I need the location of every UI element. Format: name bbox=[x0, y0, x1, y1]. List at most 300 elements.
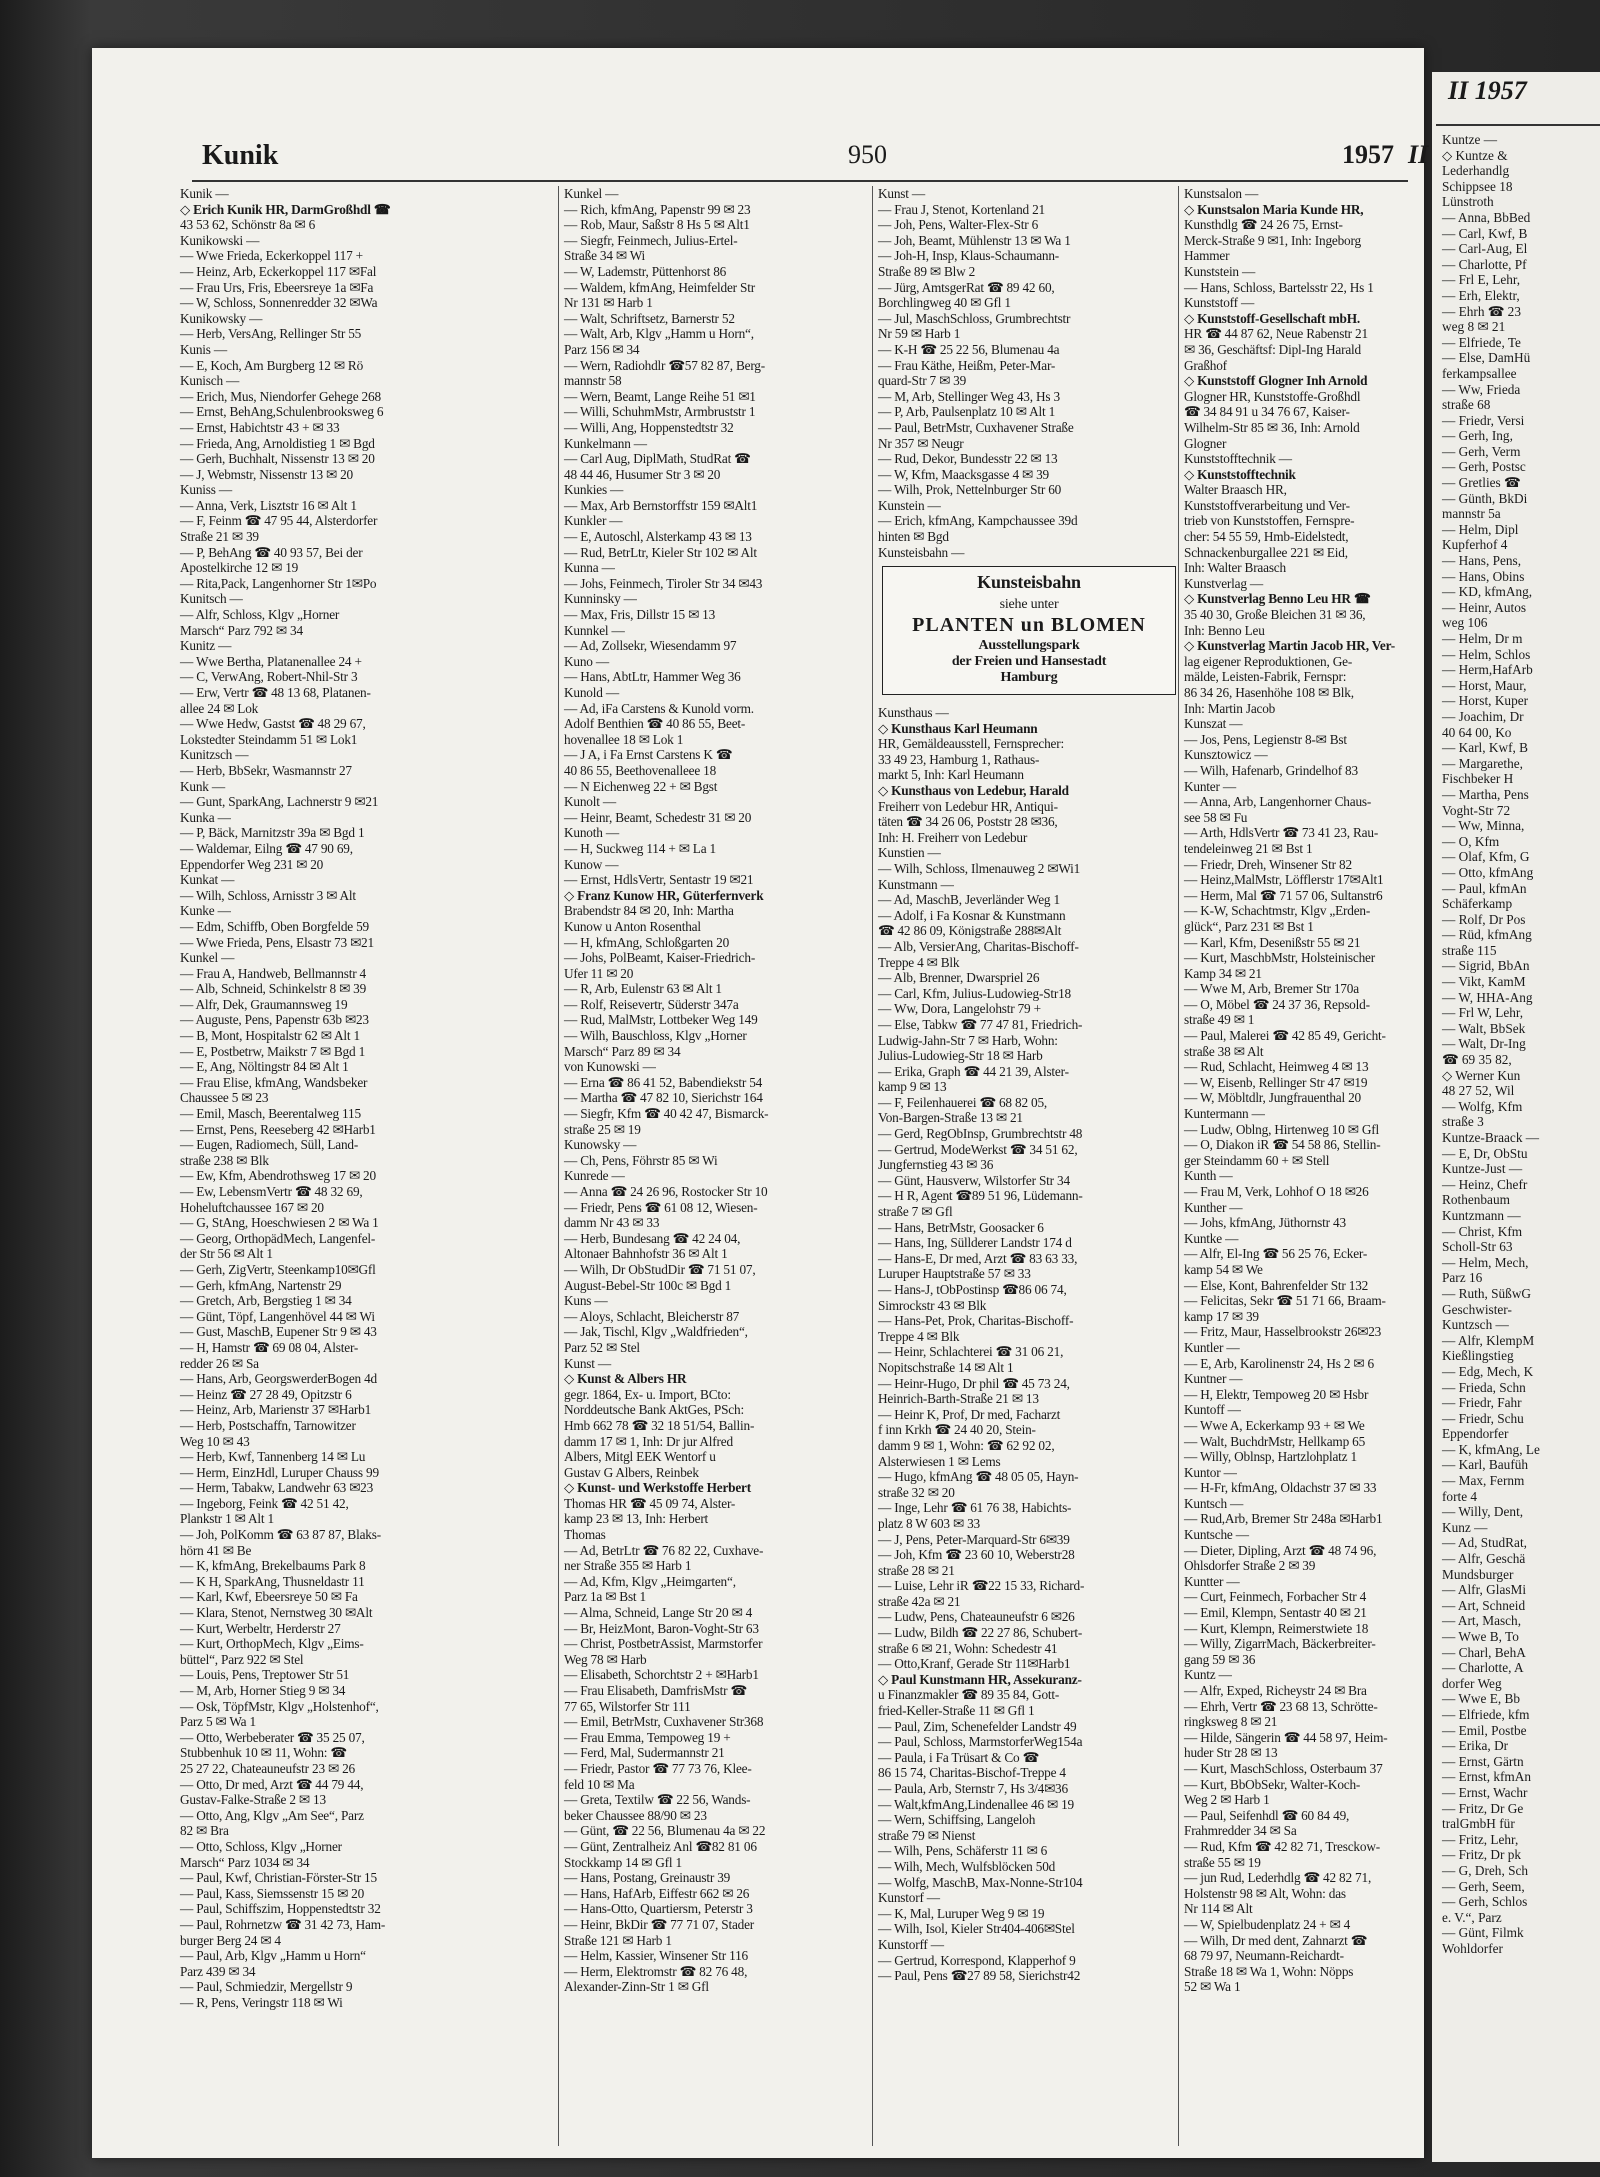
directory-entry-line: — Wwe M, Arb, Bremer Str 170a bbox=[1184, 981, 1359, 997]
directory-entry-line: — Erw, Vertr ☎ 48 13 68, Platanen- bbox=[180, 685, 371, 700]
directory-entry-line: — Ernst, kfmAn bbox=[1442, 1769, 1532, 1785]
directory-entry-line: ◇ Werner Kun bbox=[1442, 1067, 1521, 1083]
directory-entry-line: ner Straße 355 ✉ Harb 1 bbox=[564, 1558, 692, 1574]
directory-entry-line: — Rud, Dekor, Bundesstr 22 ✉ 13 bbox=[878, 451, 1058, 467]
directory-entry-line: — H, Suckweg 114 + ✉ La 1 bbox=[564, 840, 717, 856]
directory-entry-line: — Jul, MaschSchloss, Grumbrechtstr bbox=[878, 310, 1071, 326]
directory-entry-line: ◇ Kunststofftechnik bbox=[1184, 466, 1296, 482]
directory-entry-line: Kunstmann — bbox=[878, 876, 954, 892]
directory-entry-line: — Heinr, Beamt, Schedestr 31 ✉ 20 bbox=[564, 809, 752, 825]
directory-entry-line: Parz 156 ✉ 34 bbox=[564, 341, 640, 357]
directory-entry-line: — Ernst, Wachr bbox=[1442, 1784, 1528, 1800]
directory-entry-line: — Friedr, Pens ☎ 61 08 12, Wiesen- bbox=[564, 1199, 758, 1215]
directory-entry-line: — Ernst, BehAng,Schulenbrooksweg 6 bbox=[180, 404, 384, 420]
directory-entry-line: — Fritz, Dr pk bbox=[1442, 1847, 1522, 1863]
directory-entry-line: — Anna, Arb, Langenhorner Chaus- bbox=[1184, 794, 1372, 810]
directory-page bbox=[92, 48, 1429, 2158]
directory-entry-line: — Paul, Zim, Schenefelder Landstr 49 bbox=[878, 1718, 1077, 1734]
directory-entry-line: — Kurt, BbObSekr, Walter-Koch- bbox=[1184, 1776, 1361, 1792]
directory-entry-line: — Helm, Dipl bbox=[1442, 521, 1519, 537]
directory-entry-line: straße 38 ✉ Alt bbox=[1184, 1043, 1264, 1059]
directory-entry-line: Parz 16 bbox=[1442, 1270, 1483, 1286]
directory-entry-line: — Christ, Kfm bbox=[1442, 1223, 1523, 1239]
directory-entry-line: straße 3 bbox=[1442, 1114, 1484, 1130]
directory-entry-line: — Gerh, ZigVertr, Steenkamp10✉Gfl bbox=[180, 1261, 376, 1277]
directory-entry-line: straße 32 ✉ 20 bbox=[878, 1484, 955, 1500]
directory-entry-line: — Wilh, Bauschloss, Klgv „Horner bbox=[564, 1028, 747, 1044]
directory-entry-line: — Walt, Dr-Ing bbox=[1442, 1036, 1526, 1052]
directory-entry-line: — Wilh, Prok, Nettelnburger Str 60 bbox=[878, 482, 1062, 498]
directory-entry-line: Schäferkamp bbox=[1442, 896, 1513, 912]
directory-entry-line: — M, Arb, Horner Stieg 9 ✉ 34 bbox=[180, 1683, 346, 1698]
directory-entry-line: Holstenstr 98 ✉ Alt, Wohn: das bbox=[1184, 1885, 1346, 1901]
directory-entry-line: — O, Diakon iR ☎ 54 58 86, Stellin- bbox=[1184, 1137, 1381, 1153]
directory-entry-line: — Heinz, Arb, Eckerkoppel 117 ✉Fal bbox=[180, 263, 377, 279]
directory-entry-line: — Gust, MaschB, Eupener Str 9 ✉ 43 bbox=[180, 1324, 377, 1340]
directory-entry-line: — Hans-E, Dr med, Arzt ☎ 83 63 33, bbox=[878, 1250, 1078, 1266]
directory-entry-line: Glogner bbox=[1184, 435, 1227, 451]
directory-entry-line: — Ew, Kfm, Abendrothsweg 17 ✉ 20 bbox=[180, 1168, 376, 1184]
directory-entry-line: Lokstedter Steindamm 51 ✉ Lok1 bbox=[180, 731, 358, 747]
directory-entry-line: — Ad, BetrLtr ☎ 76 82 22, Cuxhave- bbox=[564, 1542, 764, 1558]
directory-entry-line: — Willi, Ang, Hoppenstedtstr 32 bbox=[564, 419, 734, 435]
directory-entry-line: 40 64 00, Ko bbox=[1442, 724, 1512, 740]
directory-entry-line: Parz 439 ✉ 34 bbox=[180, 1963, 256, 1979]
directory-entry-line: Kunrede — bbox=[564, 1168, 625, 1184]
directory-entry-line: — Paul, BetrMstr, Cuxhavener Straße bbox=[878, 419, 1074, 435]
directory-entry-line: — Hilde, Sängerin ☎ 44 58 97, Heim- bbox=[1184, 1729, 1388, 1745]
directory-entry-line: — Frau Elise, kfmAng, Wandsbeker bbox=[180, 1074, 368, 1090]
directory-entry-line: ◇ Kunst & Albers HR bbox=[564, 1371, 687, 1387]
directory-entry-line: — Else, Kont, Bahrenfelder Str 132 bbox=[1184, 1277, 1369, 1293]
directory-entry-line: Kuntzmann — bbox=[1442, 1207, 1521, 1223]
directory-entry-line: Stubbenhuk 10 ✉ 11, Wohn: ☎ bbox=[180, 1745, 347, 1761]
directory-entry-line: — Inge, Lehr ☎ 61 76 38, Habichts- bbox=[878, 1500, 1072, 1516]
directory-entry-line: ◇ Kuntze & bbox=[1442, 147, 1508, 163]
directory-entry-line: straße 6 ✉ 21, Wohn: Schedestr 41 bbox=[878, 1640, 1058, 1656]
directory-entry-line: — Gertrud, Korrespond, Klapperhof 9 bbox=[878, 1952, 1076, 1968]
directory-entry-line: Thomas HR ☎ 45 09 74, Alster- bbox=[564, 1495, 736, 1511]
directory-entry-line: Kunik — bbox=[180, 186, 229, 201]
directory-entry-line: Frahmredder 34 ✉ Sa bbox=[1184, 1823, 1297, 1839]
directory-entry-line: ◇ Kunstverlag Benno Leu HR ☎ bbox=[1184, 591, 1371, 607]
directory-entry-line: Julius-Ludowieg-Str 18 ✉ Harb bbox=[878, 1048, 1043, 1064]
directory-entry-line: Treppe 4 ✉ Blk bbox=[878, 1328, 960, 1344]
directory-entry-line: — Ferd, Mal, Sudermannstr 21 bbox=[564, 1745, 725, 1761]
directory-entry-line: Kunstverlag — bbox=[1184, 575, 1264, 591]
directory-entry-line: — Friedr, Dreh, Winsener Str 82 bbox=[1184, 856, 1352, 872]
directory-entry-line: 68 79 97, Neumann-Reichardt- bbox=[1184, 1948, 1344, 1964]
directory-entry-line: — Frau M, Verk, Lohhof O 18 ✉26 bbox=[1184, 1184, 1369, 1199]
directory-entry-line: — Erich, kfmAng, Kampchaussee 39d bbox=[878, 513, 1078, 529]
directory-entry-line: ◇ Kunststoff Glogner Inh Arnold bbox=[1184, 373, 1368, 389]
directory-entry-line: kamp 23 ✉ 13, Inh: Herbert bbox=[564, 1511, 709, 1527]
directory-entry-line: — Frau Käthe, Heißm, Peter-Mar- bbox=[878, 357, 1056, 373]
directory-entry-line: Kunkler — bbox=[564, 513, 623, 529]
directory-entry-line: — Greta, Textilw ☎ 22 56, Wands- bbox=[564, 1792, 751, 1808]
directory-entry-line: — Günt, ☎ 22 56, Blumenau 4a ✉ 22 bbox=[564, 1823, 766, 1839]
directory-entry-line: Von-Bargen-Straße 13 ✉ 21 bbox=[878, 1110, 1023, 1126]
directory-entry-line: — Frau J, Stenot, Kortenland 21 bbox=[878, 201, 1046, 217]
directory-entry-line: — P, BehAng ☎ 40 93 57, Bei der bbox=[180, 544, 363, 560]
directory-entry-line: — H R, Agent ☎89 51 96, Lüdemann- bbox=[878, 1188, 1083, 1204]
directory-entry-line: — Otto, Werbeberater ☎ 35 25 07, bbox=[180, 1729, 365, 1745]
directory-entry-line: — Frieda, Ang, Arnoldistieg 1 ✉ Bgd bbox=[180, 435, 375, 451]
directory-entry-line: ringksweg 8 ✉ 21 bbox=[1184, 1714, 1278, 1730]
directory-entry-line: Kunitz — bbox=[180, 638, 232, 654]
directory-entry-line: Scholl-Str 63 bbox=[1442, 1239, 1513, 1255]
directory-entry-line: Kunk — bbox=[180, 778, 225, 794]
directory-entry-line: — O, Kfm bbox=[1442, 833, 1500, 849]
directory-entry-line: — E, Postbetrw, Maikstr 7 ✉ Bgd 1 bbox=[180, 1043, 366, 1059]
directory-entry-line: — Heinr, Autos bbox=[1442, 599, 1527, 615]
directory-entry-line: — W, Möbltdlr, Jungfrauenthal 20 bbox=[1184, 1090, 1361, 1106]
directory-entry-line: Kuntermann — bbox=[1184, 1106, 1265, 1122]
directory-entry-line: — W, HHA-Ang bbox=[1442, 989, 1533, 1005]
directory-entry-line: — Waldemar, Eilng ☎ 47 90 69, bbox=[180, 840, 353, 856]
directory-entry-line: — Alfr, GlasMi bbox=[1442, 1582, 1527, 1598]
directory-entry-line: — J A, i Fa Ernst Carstens K ☎ bbox=[564, 747, 733, 763]
directory-entry-line: — R, Arb, Eulenstr 63 ✉ Alt 1 bbox=[564, 981, 722, 997]
directory-entry-line: — Wilh, Schloss, Arnisstr 3 ✉ Alt bbox=[180, 887, 356, 903]
directory-entry-line: Ohlsdorfer Straße 2 ✉ 39 bbox=[1184, 1558, 1316, 1574]
directory-entry-line: — Friedr, Versi bbox=[1442, 412, 1525, 428]
directory-entry-line: — Karl, Kfm, Desenißstr 55 ✉ 21 bbox=[1184, 934, 1361, 950]
directory-entry-line: — Otto, kfmAng bbox=[1442, 864, 1534, 880]
directory-entry-line: 82 ✉ Bra bbox=[180, 1823, 229, 1839]
directory-entry-line: — Hans-J, tObPostinsp ☎86 06 74, bbox=[878, 1282, 1067, 1297]
directory-entry-line: — W, Spielbudenplatz 24 + ✉ 4 bbox=[1184, 1916, 1351, 1932]
directory-entry-line: — Auguste, Pens, Papenstr 63b ✉23 bbox=[180, 1012, 369, 1028]
directory-entry-line: — F, Feilenhauerei ☎ 68 82 05, bbox=[878, 1094, 1048, 1110]
directory-entry-line: Straße 34 ✉ Wi bbox=[564, 248, 646, 264]
directory-entry-line: — Adolf, i Fa Kosnar & Kunstmann bbox=[878, 907, 1066, 923]
ad-title: Kunsteisbahn bbox=[977, 572, 1081, 593]
directory-entry-line: — Jak, Tischl, Klgv „Waldfrieden“, bbox=[564, 1324, 748, 1340]
column-divider bbox=[872, 186, 873, 2146]
directory-entry-line: straße 115 bbox=[1442, 942, 1497, 958]
directory-entry-line: Inh: Benno Leu bbox=[1184, 622, 1265, 638]
directory-entry-line: Simrockstr 43 ✉ Blk bbox=[878, 1297, 987, 1313]
directory-entry-line: — Wwe Hedw, Gastst ☎ 48 29 67, bbox=[180, 716, 366, 732]
directory-entry-line: — jun Rud, Lederhdlg ☎ 42 82 71, bbox=[1184, 1870, 1372, 1886]
directory-entry-line: lag eigener Reproduktionen, Ge- bbox=[1184, 653, 1353, 669]
directory-entry-line: Altonaer Bahnhofstr 36 ✉ Alt 1 bbox=[564, 1246, 728, 1262]
directory-entry-line: — Rolf, Dr Pos bbox=[1442, 911, 1526, 927]
directory-entry-line: Glogner HR, Kunststoffe-Großhdl bbox=[1184, 388, 1361, 404]
directory-entry-line: — Otto, Schloss, Klgv „Horner bbox=[180, 1838, 342, 1854]
directory-entry-line: Kuntter — bbox=[1184, 1573, 1240, 1589]
directory-entry-line: Kunszat — bbox=[1184, 716, 1243, 732]
directory-entry-line: Nr 131 ✉ Harb 1 bbox=[564, 295, 653, 311]
directory-entry-line: — Ww, Minna, bbox=[1442, 818, 1525, 834]
directory-entry-line: trieb von Kunststoffen, Fernspre- bbox=[1184, 513, 1355, 529]
directory-entry-line: — Georg, OrthopädMech, Langenfel- bbox=[180, 1230, 376, 1246]
directory-entry-line: — Ingeborg, Feink ☎ 42 51 42, bbox=[180, 1495, 349, 1511]
directory-entry-line: — Max, Fernm bbox=[1442, 1473, 1525, 1489]
directory-entry-line: Lünstroth bbox=[1442, 194, 1494, 210]
ad-line: siehe unter bbox=[999, 596, 1059, 612]
directory-entry-line: Weg 2 ✉ Harb 1 bbox=[1184, 1792, 1270, 1808]
directory-entry-line: — Carl Aug, DiplMath, StudRat ☎ bbox=[564, 451, 751, 467]
directory-entry-line: — Waldem, kfmAng, Heimfelder Str bbox=[564, 279, 755, 295]
directory-entry-line: Adolf Benthien ☎ 40 86 55, Beet- bbox=[564, 716, 746, 732]
directory-entry-line: kamp 9 ✉ 13 bbox=[878, 1079, 947, 1095]
directory-entry-line: see 58 ✉ Fu bbox=[1184, 809, 1248, 825]
directory-entry-line: straße 28 ✉ 21 bbox=[878, 1562, 955, 1578]
directory-entry-line: straße 25 ✉ 19 bbox=[564, 1121, 641, 1137]
directory-entry-line: — Hans-Otto, Quartiersm, Peterstr 3 bbox=[564, 1901, 753, 1917]
directory-entry-line: — Rüd, kfmAng bbox=[1442, 927, 1532, 943]
directory-entry-line: — Walt,kfmAng,Lindenallee 46 ✉ 19 bbox=[878, 1796, 1074, 1812]
directory-entry-line: — Karl, Kwf, Ebeersreye 50 ✉ Fa bbox=[180, 1589, 358, 1605]
directory-entry-line: — Anna ☎ 24 26 96, Rostocker Str 10 bbox=[564, 1184, 768, 1199]
directory-entry-line: Geschwister- bbox=[1442, 1301, 1512, 1317]
directory-entry-line: — R, Pens, Veringstr 118 ✉ Wi bbox=[180, 1994, 343, 2010]
directory-entry-line: Marsch“ Parz 1034 ✉ 34 bbox=[180, 1854, 310, 1870]
directory-entry-line: — Heinz, Arb, Marienstr 37 ✉Harb1 bbox=[180, 1402, 372, 1418]
directory-entry-line: — Otto, Ang, Klgv „Am See“, Parz bbox=[180, 1807, 364, 1823]
directory-entry-line: — Willi, SchuhmMstr, Armbruststr 1 bbox=[564, 404, 756, 420]
directory-entry-line: — Hugo, kfmAng ☎ 48 05 05, Hayn- bbox=[878, 1469, 1079, 1485]
directory-entry-line: — Gretlies ☎ bbox=[1442, 475, 1521, 491]
directory-entry-line: Wohldorfer bbox=[1442, 1940, 1503, 1956]
ad-line: Hamburg bbox=[1000, 670, 1058, 686]
directory-entry-line: Thomas bbox=[564, 1527, 606, 1543]
directory-entry-line: Kuntoff — bbox=[1184, 1402, 1241, 1418]
directory-entry-line: — K H, SparkAng, Thusneldastr 11 bbox=[180, 1573, 365, 1589]
directory-entry-line: mälde, Leisten-Fabrik, Fernspr: bbox=[1184, 669, 1347, 685]
directory-entry-line: — Luise, Lehr iR ☎22 15 33, Richard- bbox=[878, 1578, 1085, 1594]
directory-entry-line: — Günt, Zentralheiz Anl ☎82 81 06 bbox=[564, 1838, 757, 1854]
directory-entry-line: ◇ Kunst- und Werkstoffe Herbert bbox=[564, 1480, 751, 1496]
directory-entry-line: Kunkat — bbox=[180, 872, 235, 888]
directory-entry-line: — Hans, Schloss, Bartelsstr 22, Hs 1 bbox=[1184, 279, 1374, 295]
directory-entry-line: Kunisch — bbox=[180, 373, 240, 389]
directory-entry-line: Kunstein — bbox=[878, 497, 941, 513]
directory-entry-line: — W, Lademstr, Püttenhorst 86 bbox=[564, 263, 727, 279]
directory-entry-line: hovenallee 18 ✉ Lok 1 bbox=[564, 731, 684, 747]
running-head-year bbox=[1342, 140, 1428, 180]
directory-entry-line: Fischbeker H bbox=[1442, 771, 1514, 787]
directory-entry-line: — Heinr K, Prof, Dr med, Facharzt bbox=[878, 1406, 1061, 1422]
directory-entry-line: — Günt, Töpf, Langenhövel 44 ✉ Wi bbox=[180, 1308, 375, 1324]
directory-entry-line: — H-Fr, kfmAng, Oldachstr 37 ✉ 33 bbox=[1184, 1480, 1377, 1496]
directory-entry-line: — J, Webmstr, Nissenstr 13 ✉ 20 bbox=[180, 466, 353, 482]
directory-entry-line: ✉ 36, Geschäftsf: Dipl-Ing Harald bbox=[1184, 341, 1361, 357]
directory-entry-line: weg 8 ✉ 21 bbox=[1442, 319, 1506, 335]
directory-entry-line: Kuntner — bbox=[1184, 1371, 1243, 1387]
directory-entry-line: — Alfr, El-Ing ☎ 56 25 76, Ecker- bbox=[1184, 1246, 1368, 1262]
directory-entry-line: — Elisabeth, Schorchtstr 2 + ✉Harb1 bbox=[564, 1667, 759, 1683]
directory-entry-line: — Elfriede, kfm bbox=[1442, 1706, 1530, 1722]
directory-entry-line: — Günt, Hausverw, Wilstorfer Str 34 bbox=[878, 1172, 1070, 1188]
directory-entry-line: Kunnkel — bbox=[564, 622, 625, 638]
directory-entry-line: — Wolfg, Kfm bbox=[1442, 1098, 1523, 1114]
directory-entry-line: Wilhelm-Str 85 ✉ 36, Inh: Arnold bbox=[1184, 419, 1360, 435]
directory-entry-line: — Br, HeizMont, Baron-Voght-Str 63 bbox=[564, 1620, 759, 1636]
directory-entry-line: Kunther — bbox=[1184, 1199, 1243, 1215]
directory-entry-line: Merck-Straße 9 ✉1, Inh: Ingeborg bbox=[1184, 232, 1361, 248]
directory-entry-line: — Ch, Pens, Föhrstr 85 ✉ Wi bbox=[564, 1152, 718, 1168]
directory-entry-line: Kunsthdlg ☎ 24 26 75, Ernst- bbox=[1184, 217, 1343, 233]
directory-entry-line: — Arth, HdlsVertr ☎ 73 41 23, Rau- bbox=[1184, 825, 1379, 841]
directory-entry-line: — Ludw, Oblng, Hirtenweg 10 ✉ Gfl bbox=[1184, 1121, 1379, 1137]
directory-entry-line: — Johs, PolBeamt, Kaiser-Friedrich- bbox=[564, 950, 756, 966]
directory-entry-line: — Paul, Kass, Siemssenstr 15 ✉ 20 bbox=[180, 1885, 365, 1901]
directory-entry-line: Albers, Mitgl EEK Wentorf u bbox=[564, 1449, 716, 1465]
directory-entry-line: allee 24 ✉ Lok bbox=[180, 700, 259, 716]
directory-entry-line: — Klara, Stenot, Nernstweg 30 ✉Alt bbox=[180, 1605, 373, 1621]
directory-entry-line: Luruper Hauptstraße 57 ✉ 33 bbox=[878, 1266, 1031, 1282]
directory-entry-line: Parz 1a ✉ Bst 1 bbox=[564, 1589, 647, 1605]
directory-entry-line: — Joh, Pens, Walter-Flex-Str 6 bbox=[878, 217, 1039, 233]
directory-entry-line: Nr 59 ✉ Harb 1 bbox=[878, 326, 961, 342]
directory-entry-line: Nr 114 ✉ Alt bbox=[1184, 1901, 1253, 1917]
directory-entry-line: — K-H ☎ 25 22 56, Blumenau 4a bbox=[878, 341, 1060, 357]
directory-entry-line: — Herm, Elektromstr ☎ 82 76 48, bbox=[564, 1963, 748, 1979]
directory-entry-line: — Rud, BetrLtr, Kieler Str 102 ✉ Alt bbox=[564, 544, 757, 560]
header-rule bbox=[192, 180, 1408, 182]
directory-entry-line: Lederhandlg bbox=[1442, 163, 1510, 179]
ad-line: der Freien und Hansestadt bbox=[951, 654, 1107, 670]
directory-entry-line: — Frau Urs, Fris, Ebeersreye 1a ✉Fa bbox=[180, 279, 374, 295]
directory-entry-line: — Gertrud, ModeWerkst ☎ 34 51 62, bbox=[878, 1141, 1078, 1157]
directory-entry-line: Voght-Str 72 bbox=[1442, 802, 1511, 818]
directory-entry-line: — Paul, Schmiedzir, Mergellstr 9 bbox=[180, 1979, 353, 1995]
directory-entry-line: — Willy, ZigarrMach, Bäckerbreiter- bbox=[1184, 1636, 1376, 1652]
directory-entry-line: Kunkel — bbox=[564, 186, 619, 201]
directory-entry-line: — Sigrid, BbAn bbox=[1442, 958, 1530, 974]
column-divider bbox=[1178, 186, 1179, 2146]
directory-entry-line: — Walt, Schriftsetz, Barnerstr 52 bbox=[564, 310, 735, 326]
directory-entry-line: 43 53 62, Schönstr 8a ✉ 6 bbox=[180, 217, 316, 233]
directory-entry-line: Weg 10 ✉ 43 bbox=[180, 1433, 250, 1449]
directory-entry-line: — Jos, Pens, Legienstr 8-✉ Bst bbox=[1184, 731, 1347, 747]
next-page-edge bbox=[1432, 72, 1600, 2162]
directory-entry-line: HR ☎ 44 87 62, Neue Rabenstr 21 bbox=[1184, 326, 1368, 342]
directory-entry-line: Nopitschstraße 14 ✉ Alt 1 bbox=[878, 1359, 1014, 1375]
directory-entry-line: Alexander-Zinn-Str 1 ✉ Gfl bbox=[564, 1979, 709, 1995]
directory-entry-line: — Frl W, Lehr, bbox=[1442, 1005, 1524, 1021]
directory-entry-line: — Rolf, Reisevertr, Süderstr 347a bbox=[564, 996, 739, 1012]
directory-entry-line: August-Bebel-Str 100c ✉ Bgd 1 bbox=[564, 1277, 732, 1293]
directory-entry-line: gegr. 1864, Ex- u. Import, BCto: bbox=[564, 1386, 731, 1402]
directory-entry-line: Schnackenburgallee 221 ✉ Eid, bbox=[1184, 544, 1348, 560]
directory-entry-line: — H, kfmAng, Schloßgarten 20 bbox=[564, 934, 730, 950]
directory-entry-line: — Hans-Pet, Prok, Charitas-Bischoff- bbox=[878, 1313, 1074, 1329]
directory-entry-line: — E, Arb, Karolinenstr 24, Hs 2 ✉ 6 bbox=[1184, 1355, 1374, 1371]
directory-entry-line: — Emil, Postbe bbox=[1442, 1722, 1527, 1738]
directory-entry-line: — Eugen, Radiomech, Süll, Land- bbox=[180, 1137, 359, 1153]
directory-entry-line: quard-Str 7 ✉ 39 bbox=[878, 373, 967, 389]
directory-entry-line: Inh: H. Freiherr von Ledebur bbox=[878, 829, 1028, 845]
directory-entry-line: — Gerd, RegObInsp, Grumbrechtstr 48 bbox=[878, 1126, 1083, 1142]
directory-entry-line: straße 7 ✉ Gfl bbox=[878, 1204, 953, 1220]
directory-entry-line: — Ruth, SüßwG bbox=[1442, 1285, 1532, 1301]
directory-entry-line: — Wwe E, Bb bbox=[1442, 1691, 1521, 1707]
directory-entry-line: Straße 21 ✉ 39 bbox=[180, 529, 259, 545]
directory-entry-line: — Paul, Kwf, Christian-Förster-Str 15 bbox=[180, 1870, 377, 1886]
directory-entry-line: — O, Möbel ☎ 24 37 36, Repsold- bbox=[1184, 996, 1370, 1012]
directory-entry-line: ☎ 69 35 82, bbox=[1442, 1052, 1512, 1068]
directory-entry-line: fried-Keller-Straße 11 ✉ Gfl 1 bbox=[878, 1703, 1035, 1719]
directory-entry-line: — Alfr, Schloss, Klgv „Horner bbox=[180, 607, 340, 623]
directory-entry-line: — Erika, Dr bbox=[1442, 1738, 1509, 1754]
directory-entry-line: — Hans, BetrMstr, Goosacker 6 bbox=[878, 1219, 1044, 1235]
directory-entry-line: — Walt, BuchdrMstr, Hellkamp 65 bbox=[1184, 1433, 1366, 1449]
directory-entry-line: — Gunt, SparkAng, Lachnerstr 9 ✉21 bbox=[180, 794, 379, 810]
directory-entry-line: — Rob, Maur, Saßstr 8 Hs 5 ✉ Alt1 bbox=[564, 217, 750, 233]
next-page-header: II 1957 bbox=[1448, 76, 1527, 105]
directory-entry-line: Kunststoff — bbox=[1184, 295, 1255, 311]
directory-entry-line: — Fritz, Maur, Hasselbrookstr 26✉23 bbox=[1184, 1324, 1382, 1340]
directory-entry-line: Kuntzsch — bbox=[1442, 1317, 1509, 1333]
directory-entry-line: ◇ Kunsthaus von Ledebur, Harald bbox=[878, 783, 1069, 798]
directory-entry-line: Kuntsche — bbox=[1184, 1527, 1249, 1543]
directory-entry-line: Kunstorff — bbox=[878, 1936, 944, 1952]
directory-entry-line: — Karl, Kwf, B bbox=[1442, 740, 1529, 756]
directory-entry-line: — Hans, Obins bbox=[1442, 568, 1525, 584]
directory-entry-line: weg 106 bbox=[1442, 615, 1488, 631]
directory-entry-line: — Fritz, Lehr, bbox=[1442, 1831, 1519, 1847]
directory-entry-line: Kunsthaus — bbox=[878, 705, 949, 721]
directory-entry-line: — Wilh, Dr med dent, Zahnarzt ☎ bbox=[1184, 1932, 1368, 1948]
directory-entry-line: — K, Mal, Luruper Weg 9 ✉ 19 bbox=[878, 1905, 1045, 1921]
directory-entry-line: — Ad, Kfm, Klgv „Heimgarten“, bbox=[564, 1573, 736, 1589]
directory-entry-line: — P, Bäck, Marnitzstr 39a ✉ Bgd 1 bbox=[180, 825, 365, 841]
directory-entry-line: — Paula, i Fa Trüsart & Co ☎ bbox=[878, 1749, 1039, 1765]
directory-entry-line: Freiherr von Ledebur HR, Antiqui- bbox=[878, 798, 1058, 814]
directory-entry-line: Kuns — bbox=[564, 1293, 608, 1309]
directory-entry-line: Kunoth — bbox=[564, 825, 619, 841]
directory-entry-line: — Wilh, Isol, Kieler Str404-406✉Stel bbox=[878, 1921, 1075, 1937]
directory-entry-line: — Alb, Schneid, Schinkelstr 8 ✉ 39 bbox=[180, 981, 367, 997]
column-3-upper bbox=[878, 186, 1180, 560]
directory-entry-line: Hmb 662 78 ☎ 32 18 51/54, Ballin- bbox=[564, 1417, 755, 1433]
directory-entry-line: Kunowsky — bbox=[564, 1137, 637, 1153]
directory-entry-line: Plankstr 1 ✉ Alt 1 bbox=[180, 1511, 274, 1527]
directory-entry-line: — Helm, Schlos bbox=[1442, 646, 1531, 662]
ad-brand: PLANTEN un BLOMEN bbox=[912, 614, 1146, 637]
directory-entry-line: — Edg, Mech, K bbox=[1442, 1363, 1534, 1379]
directory-entry-line: — Gerh, kfmAng, Nartenstr 29 bbox=[180, 1277, 342, 1293]
directory-entry-line: 48 44 46, Husumer Str 3 ✉ 20 bbox=[564, 466, 721, 482]
directory-entry-line: Borchlingweg 40 ✉ Gfl 1 bbox=[878, 295, 1011, 311]
directory-entry-line: — Paul, Arb, Klgv „Hamm u Horn“ bbox=[180, 1948, 366, 1964]
directory-entry-line: — Siegfr, Kfm ☎ 40 42 47, Bismarck- bbox=[564, 1106, 769, 1122]
directory-entry-line: — Rud, Schlacht, Heimweg 4 ✉ 13 bbox=[1184, 1059, 1369, 1075]
directory-entry-line: — Alfr, KlempM bbox=[1442, 1332, 1535, 1348]
column-4 bbox=[1184, 186, 1474, 2146]
column-1 bbox=[180, 186, 550, 2146]
directory-entry-line: — Erika, Graph ☎ 44 21 39, Alster- bbox=[878, 1063, 1069, 1079]
directory-entry-line: Kunkel — bbox=[180, 950, 235, 966]
directory-entry-line: Kuntze-Just — bbox=[1442, 1161, 1523, 1177]
directory-entry-line: 86 34 26, Hasenhöhe 108 ✉ Blk, bbox=[1184, 685, 1354, 700]
directory-entry-line: burger Berg 24 ✉ 4 bbox=[180, 1932, 281, 1948]
directory-entry-line: — Paul, Rohrnetzw ☎ 31 42 73, Ham- bbox=[180, 1916, 386, 1932]
directory-entry-line: — Wwe Frieda, Eckerkoppel 117 + bbox=[180, 248, 363, 264]
directory-entry-line: Kunststein — bbox=[1184, 263, 1256, 279]
directory-entry-line: hörn 41 ✉ Be bbox=[180, 1542, 252, 1558]
directory-entry-line: Kuntler — bbox=[1184, 1339, 1240, 1355]
directory-entry-line: Kunikowski — bbox=[180, 232, 260, 248]
directory-entry-line: dorfer Weg bbox=[1442, 1675, 1502, 1691]
directory-entry-line: 86 15 74, Charitas-Bischof-Treppe 4 bbox=[878, 1765, 1066, 1781]
directory-entry-line: damm Nr 43 ✉ 33 bbox=[564, 1215, 660, 1231]
directory-entry-line: — Paul, Malerei ☎ 42 85 49, Gericht- bbox=[1184, 1028, 1386, 1044]
